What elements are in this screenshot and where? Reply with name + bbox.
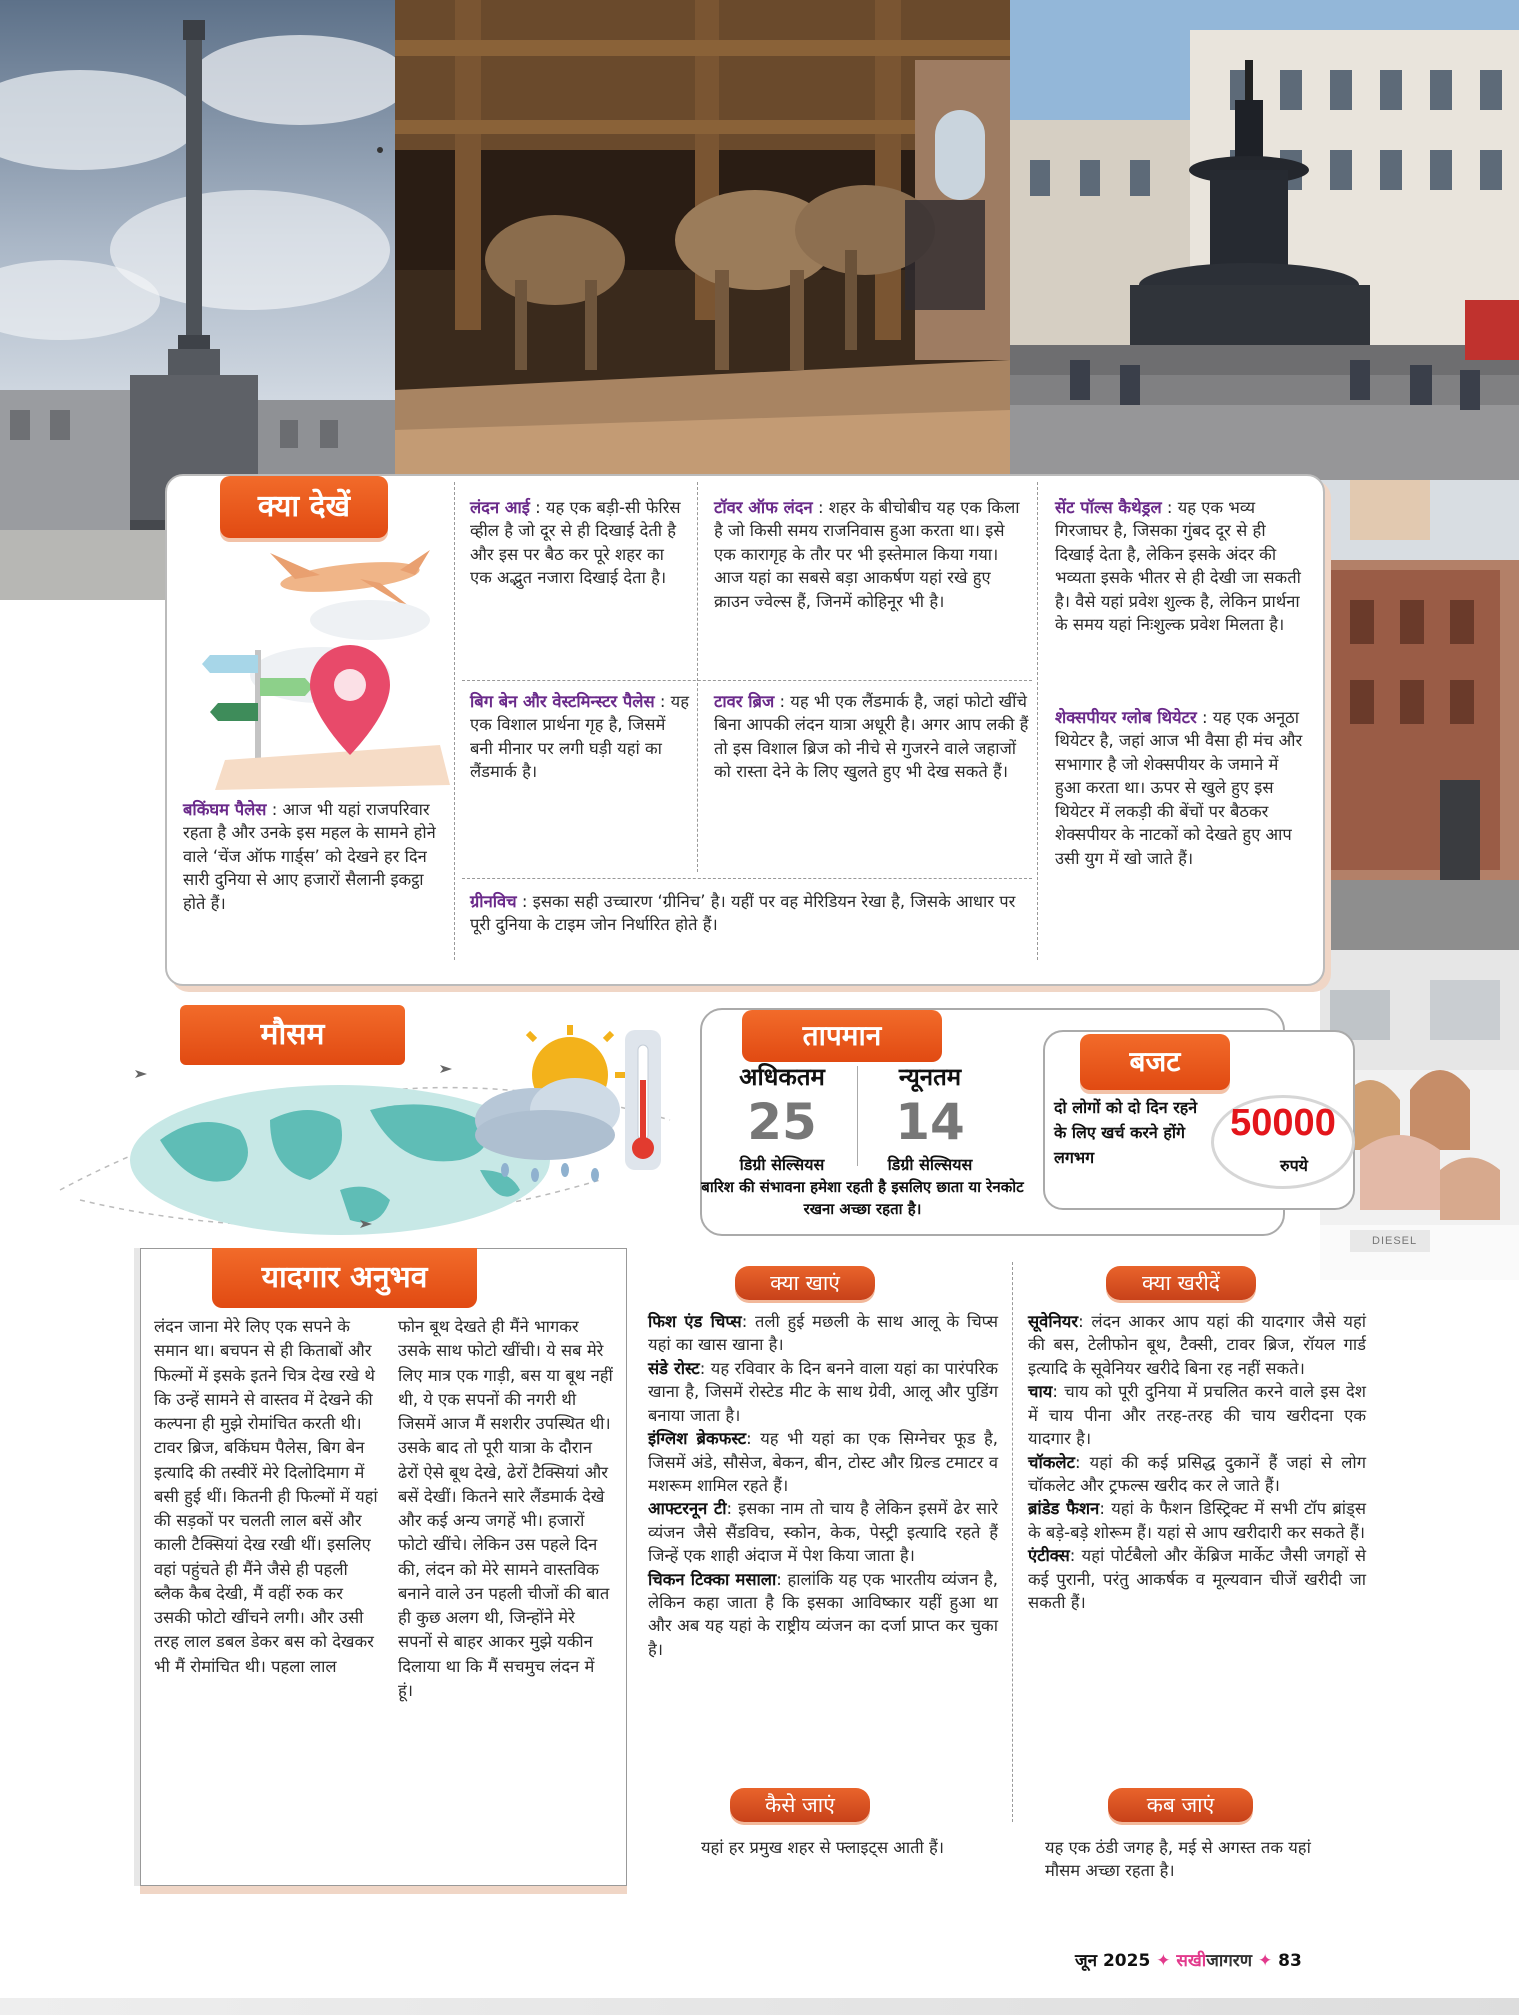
experience-heading xyxy=(212,1248,477,1308)
bottom-stripe xyxy=(0,1998,1519,2015)
tower-of-london-title: टॉवर ऑफ लंदन xyxy=(714,498,813,517)
what-to-eat-heading xyxy=(735,1266,875,1300)
buckingham-title: बकिंघम पैलेस xyxy=(183,800,267,819)
max-value: 25 xyxy=(747,1093,817,1151)
eat-item-4: चिकन टिक्का मसाला: हालांकि यह एक भारतीय व्यंजन है, लेकिन कहा जाता है कि इसका आविष्कार यहीं हुआ था और अब यह यहां के राष्ट्रीय व्यंजन का दर्जा प्राप्त कर चुका है। xyxy=(648,1569,998,1659)
big-ben-entry xyxy=(470,690,690,784)
weather-heading-text: मौसम xyxy=(260,1017,325,1052)
weather-note: बारिश की संभावना हमेशा रहती है इसलिए छाता या रेनकोट रखना अच्छा रहता है। xyxy=(701,1178,1024,1218)
buy-item-3: ब्रांडेड फैशन: यहां के फैशन डिस्ट्रिक्ट में सभी टॉप ब्रांड्स के बड़े-बड़े शोरूम हैं। यहां से आप खरीदारी कर सकते हैं। xyxy=(1028,1499,1367,1542)
what-to-buy-heading xyxy=(1106,1266,1256,1300)
greenwich-entry xyxy=(470,890,1030,937)
tower-bridge-text: : यह भी एक लैंडमार्क है, जहां फोटो खींचे बिना आपकी लंदन यात्रा अधूरी है। अगर आप लकी हैं तो इस विशाल ब्रिज को नीचे से गुजरने वाले जहाजों को रास्ता देने के लिए खुलते हुए भी देख सकते हैं। xyxy=(714,692,1029,782)
temperature-heading-text: तापमान xyxy=(802,1019,882,1052)
london-eye-text: : यह एक बड़ी-सी फेरिस व्हील है जो दूर से ही दिखाई देती है और इस पर बैठ कर पूरे शहर का एक अद्भुत नजारा दिखाई देता है। xyxy=(470,498,681,588)
st-pauls-entry xyxy=(1055,496,1305,637)
footer-month: जून 2025 xyxy=(1075,1951,1151,1971)
when-to-go-heading-text: कब जाएं xyxy=(1146,1793,1215,1817)
how-to-go-heading xyxy=(730,1788,870,1822)
eat-item-2: इंग्लिश ब्रेकफस्ट: यह भी यहां का एक सिग्नेचर फूड है, जिसमें अंडे, सौसेज, बेकन, बीन, टोस्ट और ग्रिल्ड टमाटर व मशरूम शामिल रहते हैं। xyxy=(648,1429,998,1495)
tower-bridge-entry xyxy=(714,690,1029,784)
max-unit: डिग्री सेल्सियस xyxy=(739,1155,825,1174)
st-pauls-title: सेंट पॉल्स कैथेड्रल xyxy=(1055,498,1162,517)
travel-illustration xyxy=(200,545,460,790)
temperature-max xyxy=(712,1060,852,1175)
london-eye-entry xyxy=(470,496,690,590)
min-value: 14 xyxy=(895,1093,965,1151)
tower-bridge-title: टावर ब्रिज xyxy=(714,692,775,711)
tower-of-london-text: : शहर के बीचोबीच यह एक किला है जो किसी समय राजनिवास हुआ करता था। इसे एक कारागृह के तौर पर भी इस्तेमाल किया गया। आज यहां का सबसे बड़ा आकर्षण यहां रखे हुए क्राउन ज्वेल्स हैं, जिनमें कोहिनूर भी है। xyxy=(714,498,1020,611)
buy-item-2: चॉकलेट: यहां की कई प्रसिद्ध दुकानें हैं जहां से लोग चॉकलेट और ट्रफल्स खरीद कर ले जाते हैं। xyxy=(1028,1452,1366,1495)
eat-item-3: आफ्टरनून टी: इसका नाम तो चाय है लेकिन इसमें ढेर सारे व्यंजन जैसे सैंडविच, स्कोन, केक, पेस्ट्री इत्यादि रहते हैं जिन्हें एक शाही अंदाज में पेश किया जाता है। xyxy=(648,1499,998,1566)
tower-of-london-entry xyxy=(714,496,1029,613)
london-eye-title: लंदन आई xyxy=(470,498,530,517)
buy-item-1: चाय: चाय को पूरी दुनिया में प्रचलित करने वाले इस देश में चाय पीना और तरह-तरह की चाय खरीदना एक यादगार है। xyxy=(1028,1382,1366,1449)
rain-cloud-icon xyxy=(475,1078,620,1182)
footer-star-icon: ✦ xyxy=(1156,1951,1171,1971)
how-to-go-text: यहां हर प्रमुख शहर से फ्लाइट्स आती हैं। xyxy=(700,1838,945,1857)
max-label: अधिकतम xyxy=(739,1063,825,1091)
what-to-see-heading-text: क्या देखें xyxy=(257,489,351,524)
budget-amount: 50000 xyxy=(1230,1102,1336,1144)
temperature-heading xyxy=(742,1010,942,1062)
london-street-photo xyxy=(1310,480,1519,980)
experience-heading-text: यादगार अनुभव xyxy=(261,1260,428,1295)
weather-icons xyxy=(465,1020,665,1190)
shop-sign: DIESEL xyxy=(1372,1235,1418,1247)
what-to-eat-list xyxy=(648,1310,998,1661)
shakespeare-entry xyxy=(1055,706,1305,870)
buckingham-text: : आज भी यहां राजपरिवार रहता है और उनके इस महल के सामने होने वाले ‘चेंज ऑफ गार्ड्स’ को देखने हर दिन सारी दुनिया से आए हजारों सैलानी इकट्ठा होते हैं। xyxy=(183,800,436,913)
weather-heading xyxy=(180,1005,405,1065)
what-to-buy-list xyxy=(1028,1310,1366,1614)
thermometer-icon xyxy=(625,1030,661,1170)
min-unit: डिग्री सेल्सियस xyxy=(887,1155,973,1174)
eat-item-1: संडे रोस्ट: यह रविवार के दिन बनने वाला यहां का पारंपरिक खाना है, जिसमें रोस्टेड मीट के साथ ग्रेवी, आलू और पुडिंग बनाया जाता है। xyxy=(648,1358,998,1425)
st-pauls-text: : यह एक भव्य गिरजाघर है, जिसका गुंबद दूर से ही दिखाई देता है, लेकिन इसके अंदर की भव्यता इसके भीतर से ही देखी जा सकती है। वैसे यहां प्रवेश शुल्क है, लेकिन प्रार्थना के समय यहां निःशुल्क प्रवेश मिलता है। xyxy=(1055,498,1301,635)
experience-col1: लंदन जाना मेरे लिए एक सपने के समान था। बचपन से ही किताबों और फिल्मों में इसके इतने चित्र देख रखे थे कि उन्हें सामने से वास्तव में देखने की कल्पना ही मुझे रोमांचित करती थी। टावर ब्रिज, बकिंघम पैलेस, बिग बेन इत्यादि की तस्वीरें मेरे दिलोदिमाग में बसी हुई थीं। कितनी ही फिल्मों में यहां की सड़कों पर चलती लाल बसें और काली टैक्सियां देख रखी थीं। इसलिए वहां पहुंचते ही मैंने जैसे ही पहली ब्लैक कैब देखी, मैं वहीं रुक कर उसकी फोटो खींचने लगी। और उसी तरह लाल डबल डेकर बस को देखकर भी मैं रोमांचित थी। पहला लाल xyxy=(154,1317,378,1676)
shakespeare-title: शेक्सपीयर ग्लोब थियेटर xyxy=(1055,708,1197,727)
big-ben-title: बिग बेन और वेस्टमिन्स्टर पैलेस xyxy=(470,692,655,711)
greenwich-title: ग्रीनविच xyxy=(470,892,517,911)
budget-unit: रुपये xyxy=(1280,1156,1308,1175)
temperature-min xyxy=(860,1060,1000,1175)
footer-page: 83 xyxy=(1278,1951,1302,1971)
big-ben-text: : यह एक विशाल प्रार्थना गृह है, जिसमें बनी मीनार पर लगी घड़ी यहां का लैंडमार्क है। xyxy=(470,692,689,782)
buy-item-4: एंटीक्स: यहां पोर्टबैलो और केंब्रिज मार्केट जैसी जगहों से कई पुरानी, परंतु आकर्षक व मूल्यवान चीजें खरीदी जा सकती हैं। xyxy=(1028,1546,1366,1613)
footer-brand-b: जागरण xyxy=(1206,1951,1253,1971)
what-to-buy-heading-text: क्या खरीदें xyxy=(1142,1271,1220,1295)
what-to-eat-heading-text: क्या खाएं xyxy=(770,1271,840,1295)
greenwich-text: : इसका सही उच्चारण ‘ग्रीनिच’ है। यहीं पर वह मेरिडियन रेखा है, जिसके आधार पर पूरी दुनिया के टाइम जोन निर्धारित होते हैं। xyxy=(470,892,1016,935)
eat-item-0: फिश एंड चिप्स: तली हुई मछली के साथ आलू के चिप्स यहां का खास खाना है। xyxy=(648,1312,999,1355)
royal-armouries-photo xyxy=(395,0,1010,480)
piccadilly-circus-photo xyxy=(1010,0,1519,480)
shakespeare-text: : यह एक अनूठा थियेटर है, जहां आज भी वैसा ही मंच और सभागार है जो शेक्सपीयर के जमाने में हुआ करता था। ऊपर से खुले हुए इस थियेटर में लकड़ी की बेंचों पर बैठकर शेक्सपीयर के नाटकों को देखते हुए आप उसी युग में खो जाते हैं। xyxy=(1055,708,1303,868)
what-to-see-heading xyxy=(220,476,388,538)
how-to-go-heading-text: कैसे जाएं xyxy=(765,1793,835,1817)
min-label: न्यूनतम xyxy=(898,1063,962,1091)
map-pin-icon xyxy=(310,645,390,755)
page-footer xyxy=(1075,1948,1375,1971)
budget-heading xyxy=(1080,1034,1230,1090)
footer-brand-a: सखी xyxy=(1176,1951,1207,1971)
buy-item-0: सूवेनियर: लंदन आकर आप यहां की यादगार जैसे यहां की बस, टेलीफोन बूथ, टैक्सी, टावर ब्रिज, रॉयल गार्ड इत्यादि के सूवेनियर खरीदे बिना रह नहीं सकते। xyxy=(1028,1312,1366,1378)
budget-heading-text: बजट xyxy=(1129,1045,1181,1078)
experience-col2: फोन बूथ देखते ही मैंने भागकर उसके साथ फोटो खींची। ये सब मेरे लिए मात्र एक गाड़ी, बस या बूथ नहीं थी, ये एक सपनों की नगरी थी जिसमें आज मैं सशरीर उपस्थित थी। उसके बाद तो पूरी यात्रा के दौरान ढेरों ऐसे बूथ देखे, ढेरों टैक्सियां और बसें देखीं। कितने सारे लैंडमार्क देखे और कई अन्य जगहें भी। हजारों फोटो खींचे। लेकिन उस पहले दिन की, लंदन को मेरे सामने वास्तविक बनाने वाले उन पहली चीजों की बात ही कुछ अलग थी, जिन्होंने मेरे सपनों से बाहर आकर मुझे यकीन दिलाया था कि मैं सचमुच लंदन में हूं। xyxy=(398,1317,613,1700)
budget-text: दो लोगों को दो दिन रहने के लिए खर्च करने होंगे लगभग xyxy=(1054,1098,1198,1167)
when-to-go-heading xyxy=(1108,1788,1253,1822)
footer-star-icon-2: ✦ xyxy=(1257,1951,1273,1971)
when-to-go-text: यह एक ठंडी जगह है, मई से अगस्त तक यहां मौसम अच्छा रहता है। xyxy=(1045,1838,1311,1881)
buckingham-entry xyxy=(183,798,438,915)
